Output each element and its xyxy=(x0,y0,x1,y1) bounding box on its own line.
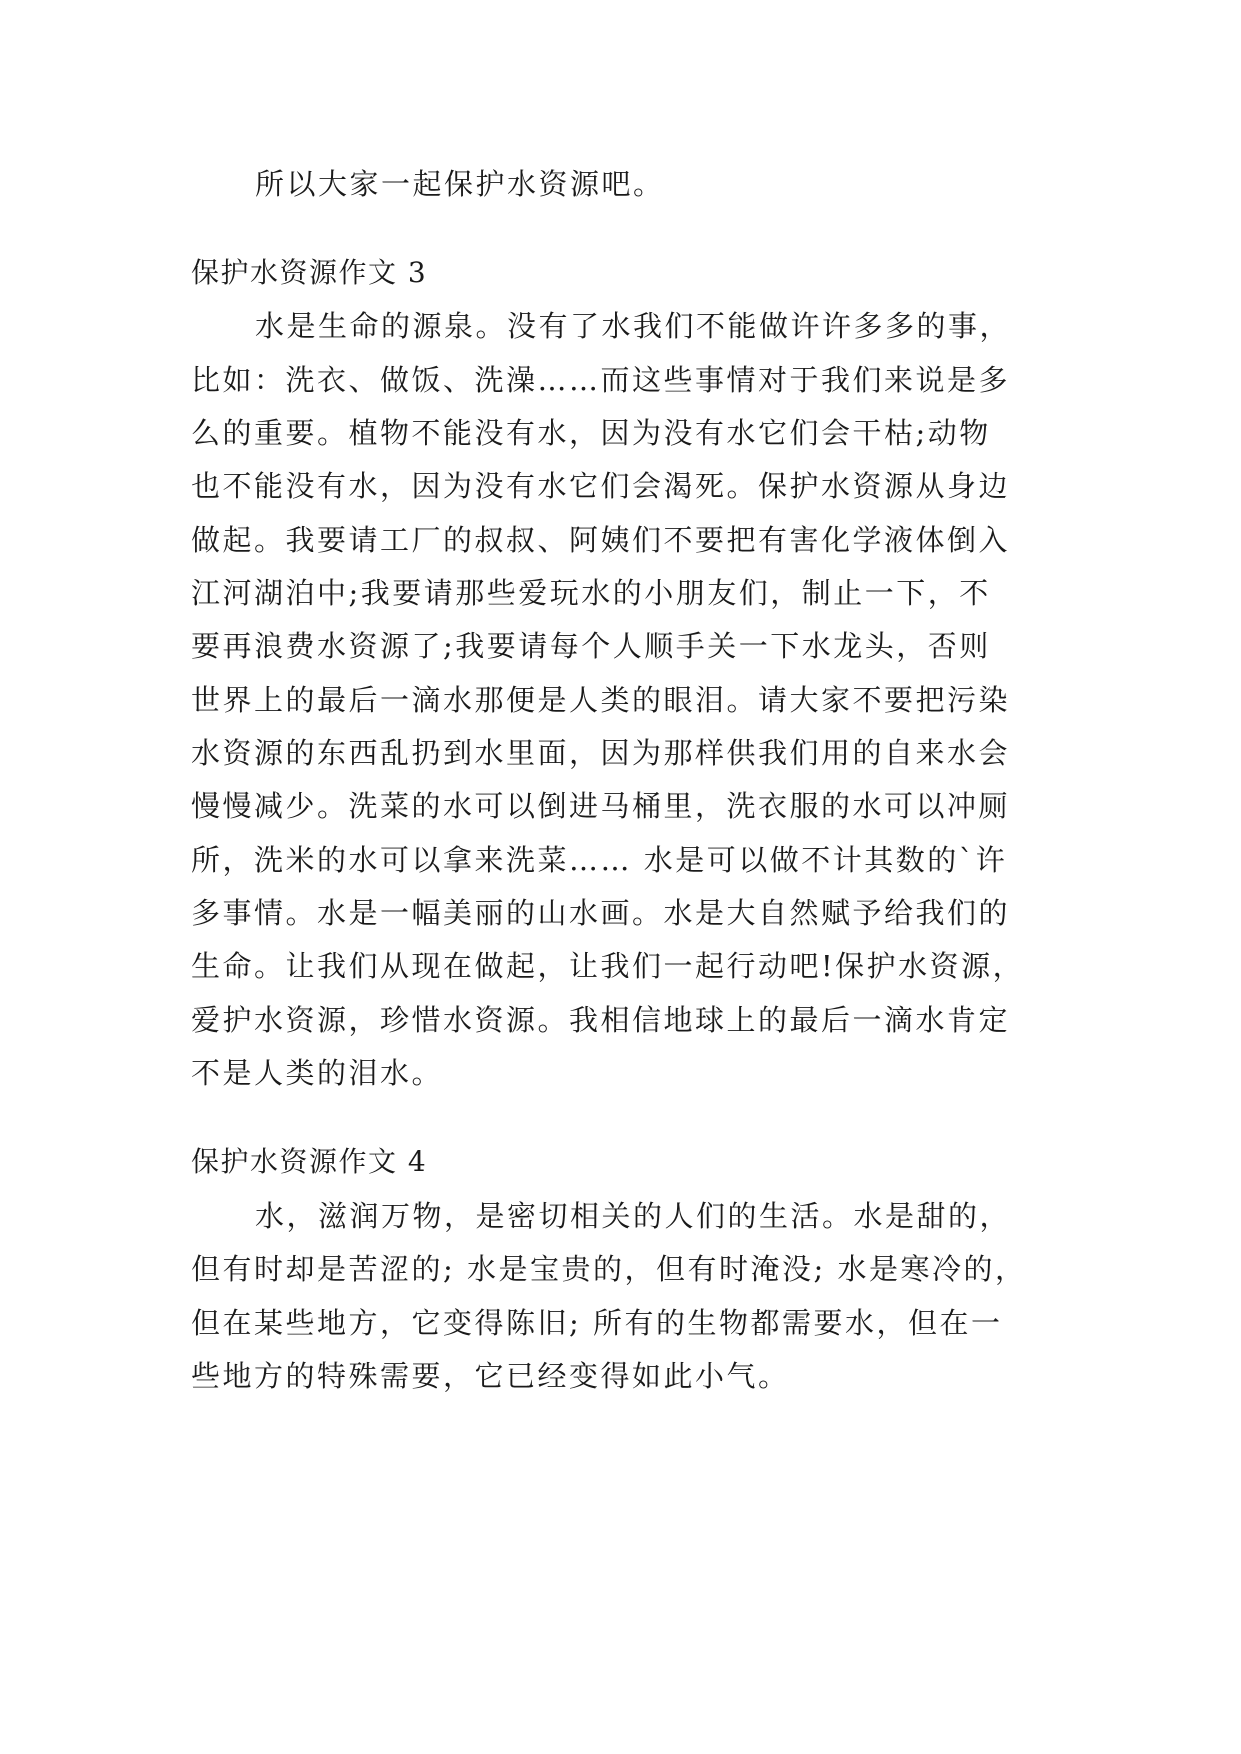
essay3-line: 生命。让我们从现在做起，让我们一起行动吧!保护水资源， xyxy=(191,949,1025,983)
essay3-line: 多事情。水是一幅美丽的山水画。水是大自然赋予给我们的 xyxy=(191,896,1011,930)
essay3-line: 慢慢减少。洗菜的水可以倒进马桶里，洗衣服的水可以冲厕 xyxy=(191,789,1011,823)
essay3-line: 要再浪费水资源了;我要请每个人顺手关一下水龙头，否则 xyxy=(191,629,991,663)
essay3-heading: 保护水资源作文 3 xyxy=(191,256,428,289)
essay3-line: 不是人类的泪水。 xyxy=(191,1056,444,1090)
essay4-line: 但在某些地方，它变得陈旧; 所有的生物都需要水，但在一 xyxy=(191,1306,1003,1340)
essay3-line: 么的重要。植物不能没有水，因为没有水它们会干枯;动物 xyxy=(191,416,991,450)
essay4-line: 水，滋润万物，是密切相关的人们的生活。水是甜的， xyxy=(255,1199,1012,1233)
essay3-line: 爱护水资源，珍惜水资源。我相信地球上的最后一滴水肯定 xyxy=(191,1003,1011,1037)
essay4-heading: 保护水资源作文 4 xyxy=(191,1145,428,1178)
essay3-line: 水是生命的源泉。没有了水我们不能做许许多多的事， xyxy=(255,309,1012,343)
essay4-line: 但有时却是苦涩的; 水是宝贵的，但有时淹没; 水是寒冷的， xyxy=(191,1252,1027,1286)
essay3-line: 世界上的最后一滴水那便是人类的眼泪。请大家不要把污染 xyxy=(191,683,1011,717)
essay3-line: 做起。我要请工厂的叔叔、阿姨们不要把有害化学液体倒入 xyxy=(191,523,1011,557)
essay3-line: 所，洗米的水可以拿来洗菜…… 水是可以做不计其数的`许 xyxy=(191,843,1008,877)
essay3-line: 江河湖泊中;我要请那些爱玩水的小朋友们，制止一下，不 xyxy=(191,576,991,610)
essay3-line: 水资源的东西乱扔到水里面，因为那样供我们用的自来水会 xyxy=(191,736,1011,770)
essay3-line: 比如：洗衣、做饭、洗澡……而这些事情对于我们来说是多 xyxy=(191,363,1011,397)
essay3-line: 也不能没有水，因为没有水它们会渴死。保护水资源从身边 xyxy=(191,469,1011,503)
essay4-line: 些地方的特殊需要，它已经变得如此小气。 xyxy=(191,1359,790,1393)
intro-closing-line: 所以大家一起保护水资源吧。 xyxy=(255,167,665,201)
